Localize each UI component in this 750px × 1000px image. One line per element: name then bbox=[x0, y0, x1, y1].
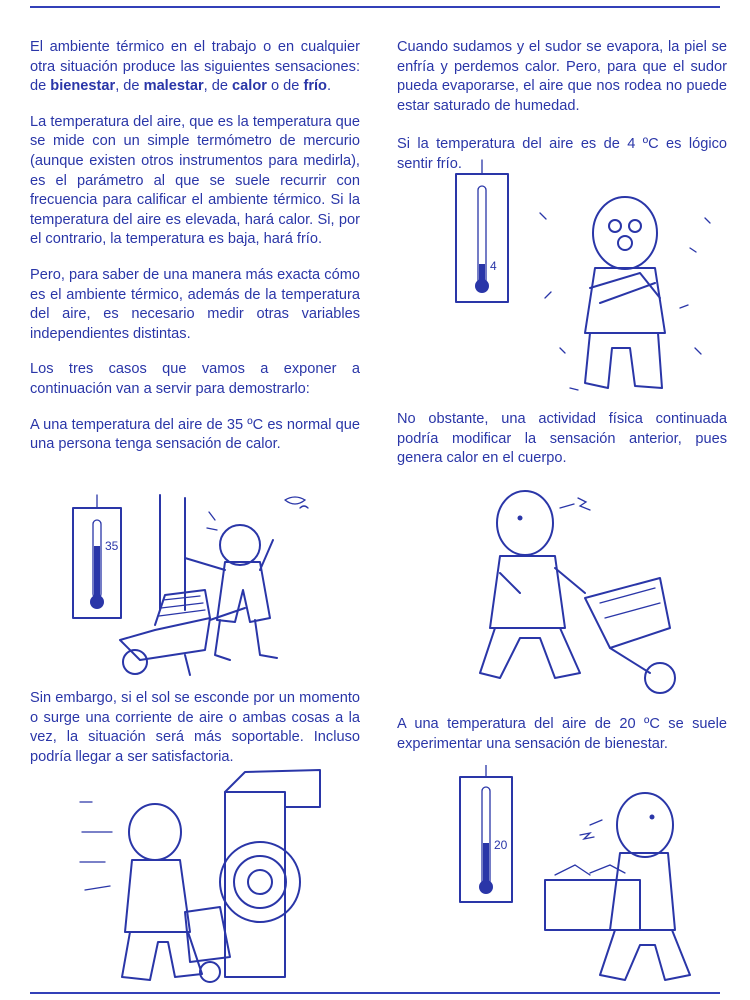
thermometer-value: 20 bbox=[494, 838, 508, 852]
thermometer-value: 4 bbox=[490, 259, 497, 273]
physical-activity-paragraph: No obstante, una actividad física continuada podría modificar la sensación anterior, pues genera calor en el cuerpo. bbox=[397, 411, 727, 467]
thermometer-icon bbox=[73, 495, 121, 618]
breeze-illustration bbox=[60, 762, 350, 987]
shivering-person-icon bbox=[540, 197, 710, 390]
case-20-paragraph: A una temperatura del aire de 20 ºC se suele experimentar una sensación de bienestar. bbox=[397, 716, 727, 752]
case-35-paragraph: A una temperatura del aire de 35 ºC es normal que una persona tenga sensación de calor. bbox=[30, 416, 360, 453]
thermometer-icon bbox=[456, 160, 508, 302]
intro-paragraph: El ambiente térmico en el trabajo o en cualquier otra situación produce las siguientes sensaciones: de bienestar, de malestar, de calor o de frío. bbox=[30, 39, 360, 95]
working-person-icon bbox=[480, 491, 590, 678]
left-column bbox=[30, 38, 360, 471]
hot-illustration bbox=[45, 490, 335, 685]
wall-machine-icon bbox=[220, 770, 320, 977]
three-cases-paragraph: Los tres casos que vamos a exponer a continuación van a servir para demostrarlo: bbox=[30, 361, 360, 397]
sweating-person-icon bbox=[185, 497, 308, 660]
carrying-person-icon bbox=[545, 793, 690, 980]
other-variables-paragraph: Pero, para saber de una manera más exacta cómo es el ambiente térmico, además de la temperatura del aire, es necesario medir otras variables independientes distintas. bbox=[30, 266, 360, 342]
comfort-illustration bbox=[440, 765, 730, 990]
air-temperature-paragraph: La temperatura del aire, que es la temperatura que se mide con un simple termómetro de mercurio (aunque existen otros instrumentos para medirla), es el parámetro al que se suele recurrir con frecuencia para calificar el ambiente térmico. Si la temperatura del aire es elevada, hará calor. Si, por el contrario, la temperatura es baja, hará frío. bbox=[30, 113, 360, 248]
top-rule bbox=[30, 6, 720, 8]
thermometer-icon bbox=[460, 765, 512, 902]
cold-illustration bbox=[440, 158, 730, 408]
thermometer-value: 35 bbox=[105, 539, 119, 553]
relaxed-person-icon bbox=[80, 802, 202, 980]
bottom-rule bbox=[30, 992, 720, 994]
case-4-paragraph: Si la temperatura del aire es de 4 ºC es lógico sentir frío. bbox=[397, 136, 727, 172]
working-illustration bbox=[460, 478, 700, 703]
wheelbarrow-icon bbox=[585, 578, 675, 693]
sweat-paragraph: Cuando sudamos y el sudor se evapora, la piel se enfría y perdemos calor. Pero, para que el sudor pueda evaporarse, el aire que nos rodea no puede estar saturado de humedad. bbox=[397, 39, 727, 114]
wheelbarrow-icon bbox=[120, 590, 245, 675]
sun-hides-paragraph: Sin embargo, si el sol se esconde por un momento o surge una corriente de aire o ambas cosas a la vez, la situación será más soportable. Incluso podría llegar a ser satisfactoria. bbox=[30, 690, 360, 765]
